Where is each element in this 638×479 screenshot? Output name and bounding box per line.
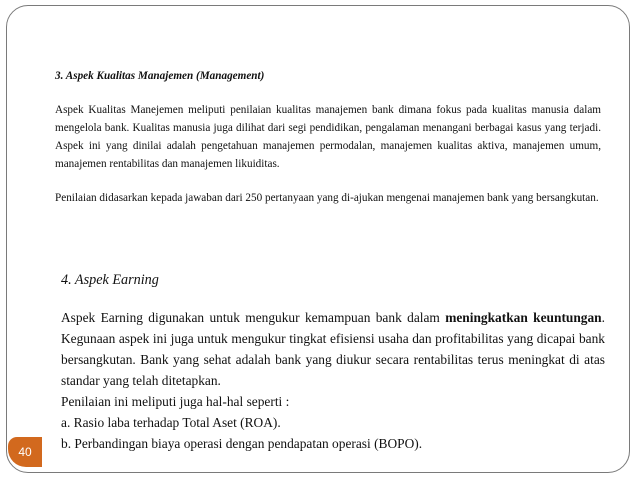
list-item-roa: a. Rasio laba terhadap Total Aset (ROA). [61, 415, 281, 430]
section-management [55, 67, 601, 223]
section-earning-heading: 4. Aspek Earning [61, 272, 159, 288]
section-management-heading: 3. Aspek Kualitas Manajemen (Management) [55, 70, 265, 82]
section-management-paragraph-1: Aspek Kualitas Manejemen meliputi penilaian kualitas manajemen bank dimana fokus pada kualitas manusia dalam mengelola bank. Kualitas manusia juga dilihat dari segi pendidikan, pengalaman menangani berbagai kasus yang terjadi. Aspek ini yang dinilai adalah pengetahuan manajemen permodalan, manajemen kualitas aktiva, manajemen umum, manajemen rentabilitas dan manajemen likuiditas. [55, 104, 601, 170]
paragraph-text-end: . Kegunaan aspek ini juga untuk mengukur tingkat efisiensi usaha dan profitabilitas yang dicapai bank bersangkutan. Bank yang sehat adalah bank yang diukur secara rentabilitas terus meningkat di atas standar yang telah ditetapkan. [61, 310, 605, 388]
paragraph-bold-phrase: meningkatkan keuntungan [445, 310, 602, 325]
page-number-badge: 40 [8, 437, 42, 467]
section-earning-intro: Penilaian ini meliputi juga hal-hal seperti : [61, 394, 290, 409]
section-earning-paragraph [61, 307, 605, 391]
paragraph-text-start: Aspek Earning digunakan untuk mengukur kemampuan bank dalam [61, 310, 446, 325]
section-management-paragraph-2: Penilaian didasarkan kepada jawaban dari 250 pertanyaan yang di-ajukan mengenai manajemen bank yang bersangkutan. [55, 192, 599, 204]
section-earning [61, 270, 605, 454]
list-item-bopo: b. Perbandingan biaya operasi dengan pendapatan operasi (BOPO). [61, 436, 423, 451]
